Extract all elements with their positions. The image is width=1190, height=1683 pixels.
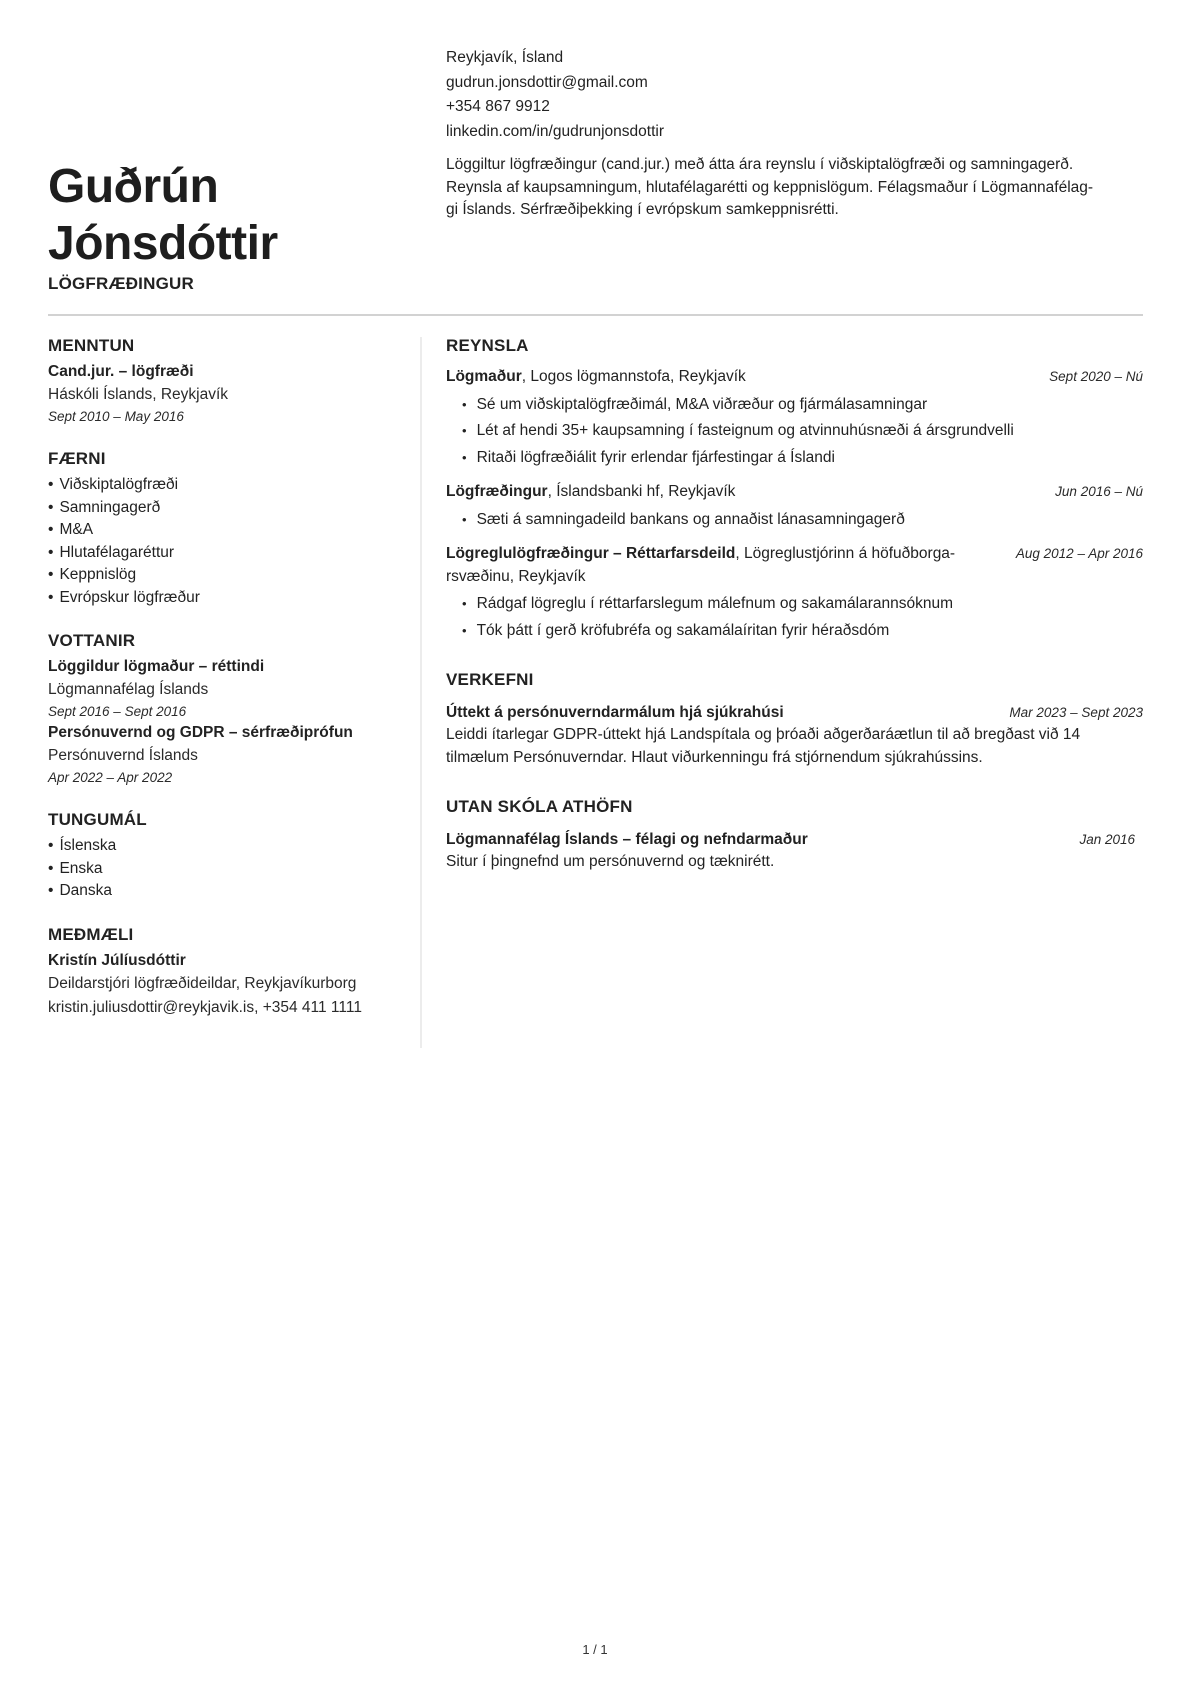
section-heading: MENNTUN	[48, 336, 135, 355]
degree: Cand.jur. – lögfræði	[48, 363, 194, 380]
skills-list	[48, 474, 408, 609]
job-entry	[446, 481, 1143, 533]
job-dates: Aug 2012 – Apr 2016	[1015, 546, 1143, 561]
skill-item: • M&A	[48, 519, 408, 542]
certification-dates: Sept 2016 – Sept 2016	[48, 704, 187, 719]
certification-item	[48, 656, 408, 722]
page-indicator: 1 / 1	[582, 1642, 608, 1657]
contact-location: Reykjavík, Ísland	[446, 49, 564, 66]
skill-item: • Keppnislög	[48, 564, 408, 587]
job-dates: Jun 2016 – Nú	[1055, 484, 1143, 499]
certifications-section	[48, 629, 408, 788]
job-dates: Sept 2020 – Nú	[1049, 369, 1143, 384]
section-heading: VOTTANIR	[48, 631, 136, 650]
languages-section	[48, 808, 408, 903]
languages-list	[48, 835, 408, 903]
project-description: Leiddi ítarlegar GDPR-úttekt hjá Landspítala og þróaði aðgerðaráætlun til að bregðast við 14 tilmælum Persónuverndar. Hlaut viðurkenningu frá stjórnendum sjúkrahússins.	[446, 726, 1081, 766]
job-employer: , Lögreglustjórinn á höfuðborga-rsvæðinu, Reykjavík	[446, 545, 956, 585]
activity-title: Lögmannafélag Íslands – félagi og nefndarmaður	[446, 831, 808, 848]
job-bullet: • Lét af hendi 35+ kaupsamning í fasteignum og atvinnuhúsnæði á ársgrundvelli	[462, 418, 1143, 445]
activity-description: Situr í þingnefnd um persónuvernd og tæknirétt.	[446, 853, 775, 870]
job-employer: , Íslandsbanki hf, Reykjavík	[547, 483, 736, 500]
contact-phone[interactable]: +354 867 9912	[446, 98, 550, 115]
skill-item: • Evrópskur lögfræður	[48, 587, 408, 610]
job-bullets	[446, 591, 1143, 644]
language-item: • Enska	[48, 858, 408, 881]
education-dates: Sept 2010 – May 2016	[48, 409, 184, 424]
section-heading: VERKEFNI	[446, 670, 534, 689]
left-column	[48, 334, 408, 1040]
section-heading: REYNSLA	[446, 336, 529, 355]
job-bullets	[446, 392, 1143, 472]
activity-dates: Jan 2016	[1079, 832, 1135, 847]
name-block	[48, 158, 428, 294]
summary-line: Löggiltur lögfræðingur (cand.jur.) með átta ára reynslu í viðskiptalögfræði og samningagerð.	[446, 156, 1074, 173]
summary-line: Reynsla af kaupsamningum, hlutafélagarétti og keppnislögum. Félagsmaður í Lögmannafélag-	[446, 178, 1094, 196]
job-bullet: • Rádgaf lögreglu í réttarfarslegum málefnum og sakamálarannsóknum	[462, 591, 1143, 618]
reference-contact: kristin.juliusdottir@reykjavik.is, +354 411 1111	[48, 998, 362, 1016]
job-title: LÖGFRÆÐINGUR	[48, 274, 194, 293]
certification-item	[48, 722, 408, 788]
job-bullet: • Ritaði lögfræðiálit fyrir erlendar fjárfestingar á Íslandi	[462, 445, 1143, 472]
certification-dates: Apr 2022 – Apr 2022	[48, 770, 173, 785]
job-bullet: • Sæti á samningadeild bankans og annaðist lánasamningagerð	[462, 507, 1143, 534]
project-title: Úttekt á persónuverndarmálum hjá sjúkrahúsi	[446, 704, 784, 721]
reference-name: Kristín Júlíusdóttir	[48, 951, 186, 969]
contact-email[interactable]: gudrun.jonsdottir@gmail.com	[446, 73, 648, 91]
right-column	[446, 334, 1143, 892]
certification-issuer: Lögmannafélag Íslands	[48, 681, 209, 698]
contact-block	[446, 46, 1146, 222]
header-divider	[48, 314, 1143, 316]
project-dates: Mar 2023 – Sept 2023	[1009, 705, 1143, 720]
experience-section	[446, 334, 1143, 644]
section-heading: MEÐMÆLI	[48, 924, 134, 944]
professional-summary	[446, 154, 1146, 222]
job-title: Lögreglulögfræðingur – Réttarfarsdeild	[446, 545, 736, 562]
full-name-line-2: Jónsdóttir	[48, 217, 278, 270]
extracurricular-section	[446, 795, 1143, 874]
language-item: • Íslenska	[48, 835, 408, 858]
job-bullet: • Sé um viðskiptalögfræðimál, M&A viðræður og fjármálasamningar	[462, 392, 1143, 419]
language-item: • Danska	[48, 880, 408, 903]
section-heading: UTAN SKÓLA ATHÖFN	[446, 797, 633, 816]
job-bullets	[446, 507, 1143, 534]
skills-section	[48, 447, 408, 609]
skill-item: • Samningagerð	[48, 497, 408, 520]
job-employer: , Logos lögmannstofa, Reykjavík	[521, 368, 746, 385]
summary-line: gi Íslands. Sérfræðiþekking í evrópskum samkeppnisrétti.	[446, 201, 839, 218]
job-entry	[446, 366, 1143, 471]
job-title: Lögfræðingur	[446, 483, 548, 500]
skill-item: • Viðskiptalögfræði	[48, 474, 408, 497]
skill-item: • Hlutafélagaréttur	[48, 542, 408, 565]
school: Háskóli Íslands, Reykjavík	[48, 386, 229, 403]
full-name-line-1: Guðrún	[48, 160, 219, 213]
section-heading: FÆRNI	[48, 449, 106, 468]
reference-role: Deildarstjóri lögfræðideildar, Reykjavíkurborg	[48, 974, 357, 992]
job-entry	[446, 543, 1143, 644]
contact-linkedin[interactable]: linkedin.com/in/gudrunjonsdottir	[446, 122, 664, 140]
job-title: Lögmaður	[446, 368, 522, 385]
references-section	[48, 923, 408, 1020]
certification-issuer: Persónuvernd Íslands	[48, 747, 198, 764]
certification-title: Löggildur lögmaður – réttindi	[48, 658, 265, 675]
projects-section	[446, 668, 1143, 769]
column-divider	[420, 337, 422, 1048]
education-section	[48, 334, 408, 427]
section-heading: TUNGUMÁL	[48, 810, 147, 829]
job-bullet: • Tók þátt í gerð kröfubréfa og sakamálaíritan fyrir héraðsdóm	[462, 618, 1143, 645]
certification-title: Persónuvernd og GDPR – sérfræðiprófun	[48, 724, 353, 741]
